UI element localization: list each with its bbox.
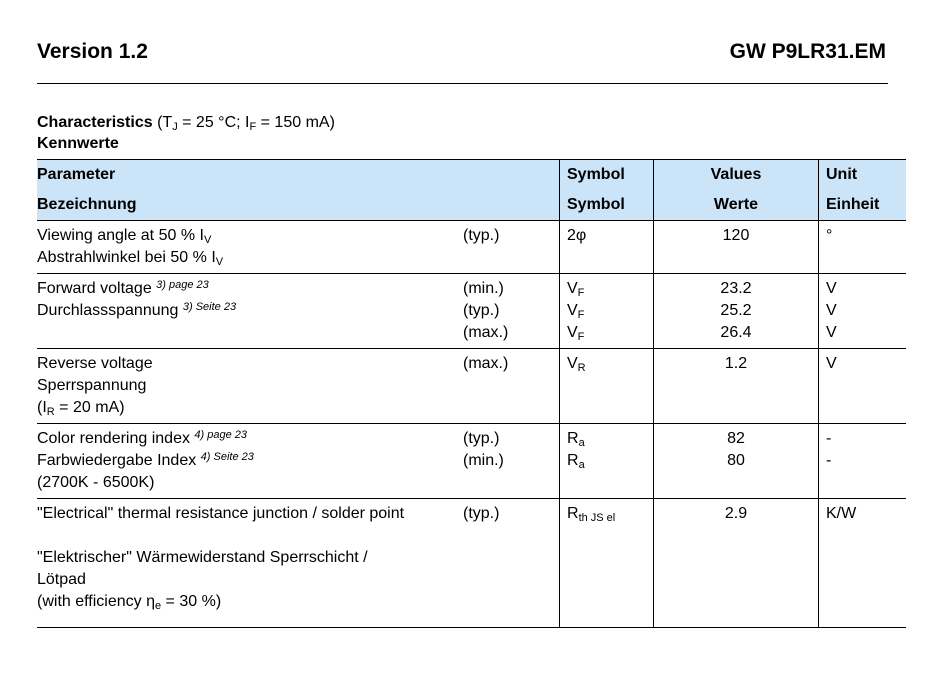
cond-text: (T [157,114,173,131]
cond-cell [463,274,560,349]
symbol-sub: a [578,459,585,471]
header-symbol-de: Symbol [560,190,654,221]
row-color-rendering [37,424,906,499]
param-de: Farbwiedergabe Index [37,452,201,469]
unit: - [826,452,832,469]
symbol-cell [560,349,654,424]
section-title-bold: Characteristics [37,114,153,131]
param-de: Durchlassspannung [37,302,183,319]
param-cell [37,424,463,499]
param-en: Viewing angle at 50 % I [37,227,204,244]
cond-sub: J [172,121,178,133]
symbol: V [567,280,578,297]
param-cond: (I [37,399,47,416]
cond-text: = 150 mA) [256,114,335,131]
header-werte: Werte [654,190,819,221]
symbol: R [567,505,579,522]
param-cond: = 20 mA) [54,399,125,416]
param-en: "Electrical" thermal resistance junction / solder point [37,505,405,522]
param-range: (2700K - 6500K) [37,474,155,491]
value-cell [654,274,819,349]
cond-typ: (typ.) [463,302,500,319]
footnote-ref: 3) page 23 [156,279,209,291]
cond-min: (min.) [463,280,504,297]
header-unit: Unit [819,160,907,191]
unit-cell: V [819,349,907,424]
part-number: GW P9LR31.EM [729,40,886,63]
row-forward-voltage [37,274,906,349]
unit-cell: ° [819,221,907,274]
symbol-sub: F [577,331,585,343]
header-row-de [37,190,906,221]
param-eff: (with efficiency η [37,593,155,610]
cond-cell: (typ.) [463,499,560,628]
value-typ: 25.2 [720,302,752,319]
version-label: Version 1.2 [37,40,148,63]
param-sub: R [46,406,55,418]
param-en: Color rendering index [37,430,195,447]
unit: - [826,430,832,447]
param-en: Reverse voltage [37,355,153,372]
value-min: 23.2 [720,280,752,297]
symbol: V [567,355,578,372]
symbol-cell [560,274,654,349]
cond-cell [463,424,560,499]
param-de: "Elektrischer" Wärmewiderstand Sperrschicht / [37,549,368,566]
cond-text: = 25 °C; I [177,114,250,131]
symbol-sub: F [577,287,585,299]
value-min: 80 [727,452,745,469]
unit: V [826,302,837,319]
param-cell [37,221,463,274]
value-cell: 120 [654,221,819,274]
spacer [37,525,463,547]
param-cell [37,349,463,424]
param-sub: e [154,600,162,612]
param-cell [37,274,463,349]
symbol-sub: F [577,309,585,321]
unit-cell [819,424,907,499]
param-de: Sperrspannung [37,377,147,394]
cond-typ: (typ.) [463,430,500,447]
symbol-cell [560,424,654,499]
row-viewing-angle [37,221,906,274]
header-spacer [463,190,560,221]
header-parameter: Parameter [37,160,463,191]
symbol-sub: a [578,437,585,449]
value-cell: 2.9 [654,499,819,628]
cond-max: (max.) [463,324,509,341]
unit: V [826,280,837,297]
unit: V [826,324,837,341]
value-cell: 1.2 [654,349,819,424]
footnote-ref: 4) page 23 [194,429,248,441]
value-typ: 82 [727,430,745,447]
symbol-cell: 2φ [560,221,654,274]
symbol-cell [560,499,654,628]
header-bezeichnung: Bezeichnung [37,190,463,221]
section-subtitle: Kennwerte [37,135,119,152]
cond-cell: (typ.) [463,221,560,274]
cond-cell: (max.) [463,349,560,424]
symbol: R [567,430,579,447]
section-title [37,114,335,132]
symbol: R [567,452,579,469]
footnote-ref: 3) Seite 23 [182,301,237,313]
symbol-sub: R [577,362,586,374]
row-thermal-resistance [37,499,906,628]
header-spacer [463,160,560,191]
header-divider [37,83,888,84]
cond-sub: F [249,121,257,133]
characteristics-table [37,159,906,628]
param-en: Forward voltage [37,280,157,297]
param-cell [37,499,463,628]
footnote-ref: 4) Seite 23 [200,451,254,463]
value-cell [654,424,819,499]
value-max: 26.4 [720,324,752,341]
symbol-sub: th JS el [578,512,616,524]
symbol: V [567,324,578,341]
param-de: Lötpad [37,571,86,588]
header-einheit: Einheit [819,190,907,221]
unit-cell [819,274,907,349]
unit-cell: K/W [819,499,907,628]
param-de: Abstrahlwinkel bei 50 % I [37,249,216,266]
header-values: Values [654,160,819,191]
param-sub: V [215,256,224,268]
header-row [37,160,906,191]
param-sub: V [203,234,212,246]
row-reverse-voltage [37,349,906,424]
cond-min: (min.) [463,452,504,469]
header-symbol: Symbol [560,160,654,191]
param-eff: = 30 %) [161,593,222,610]
symbol: V [567,302,578,319]
